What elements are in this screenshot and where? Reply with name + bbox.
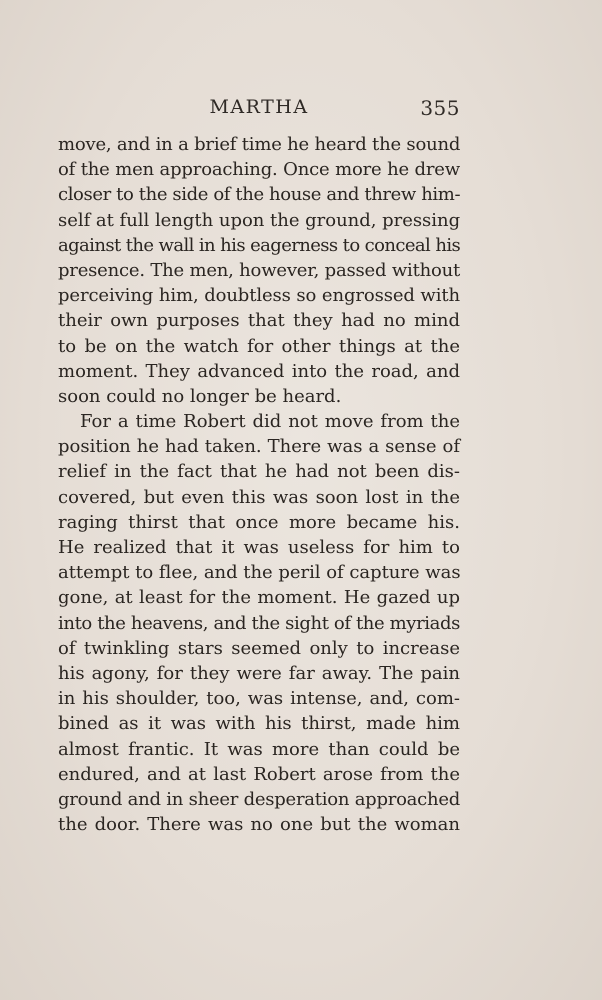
text-line: moment. They advanced into the road, and [58,360,460,382]
text-line: attempt to flee, and the peril of capture was [58,562,461,584]
running-head [58,96,460,126]
text-line: against the wall in his eagerness to conceal his [58,234,461,256]
text-line: almost frantic. It was more than could be [58,738,460,760]
text-line: his agony, for they were far away. The pain [58,662,460,684]
text-line: bined as it was with his thirst, made him [58,713,460,735]
text-line: gone, at least for the moment. He gazed up [58,587,460,609]
text-line: their own purposes that they had no mind [58,310,460,332]
text-line: closer to the side of the house and threw him- [58,184,461,206]
text-line: perceiving him, doubtless so engrossed with [58,285,460,307]
text-line: position he had taken. There was a sense of [58,436,460,458]
text-line: move, and in a brief time he heard the sound [58,134,461,155]
text-line: endured, and at last Robert arose from the [58,763,460,785]
text-line: of twinkling stars seemed only to increase [58,637,460,659]
text-line: covered, but even this was soon lost in the [58,486,460,508]
text-line: raging thirst that once more became his. [58,511,460,533]
text-line: self at full length upon the ground, pressing [58,209,461,231]
running-title: MARTHA [209,96,309,118]
text-line: For a time Robert did not move from the [80,411,460,433]
text-line: relief in the fact that he had not been dis- [58,461,460,483]
text-line: the door. There was no one but the woman [58,814,460,836]
text-line: to be on the watch for other things at the [58,335,460,357]
page-number: 355 [420,96,460,120]
body-text [58,132,460,837]
text-line: ground and in sheer desperation approached [58,788,460,810]
text-line: into the heavens, and the sight of the myriads [58,612,460,634]
text-line: presence. The men, however, passed without [58,259,461,281]
text-line: of the men approaching. Once more he drew [58,159,460,181]
text-line: He realized that it was useless for him to [58,537,460,558]
text-line: soon could no longer be heard. [58,385,342,407]
text-line: in his shoulder, too, was intense, and, com- [58,688,460,710]
